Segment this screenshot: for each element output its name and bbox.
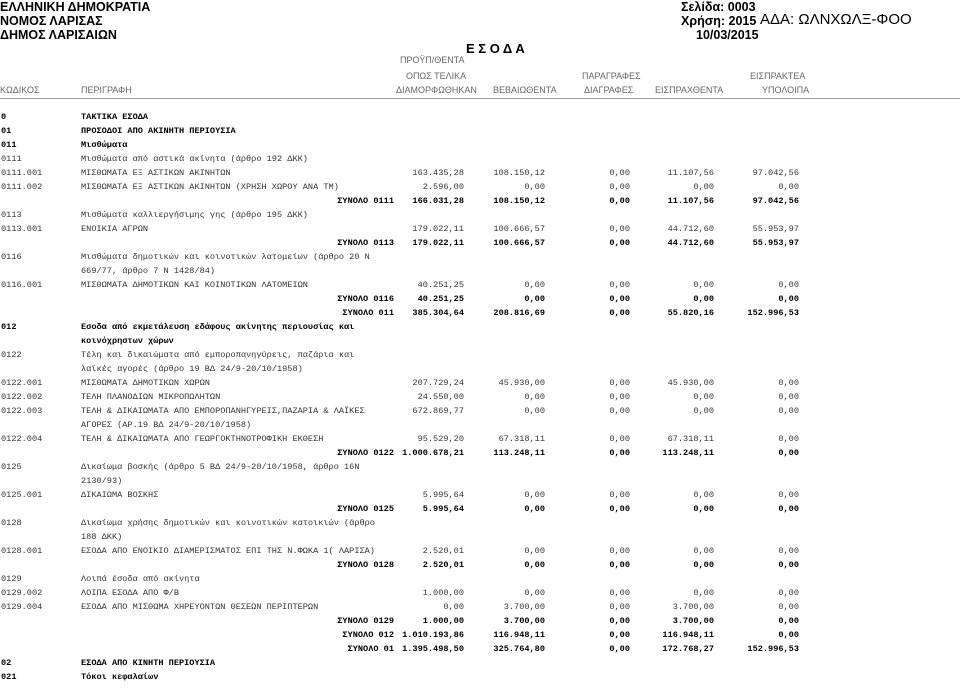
certified-value: 325.764,80 [493, 644, 545, 654]
amended-value: 24.550,00 [417, 392, 464, 402]
deletions-value: 0,00 [609, 602, 630, 612]
col-certified: ΒΕΒΑΙΩΘΕΝΤΑ [493, 85, 557, 95]
collected-value: 0,00 [693, 504, 714, 514]
subtotal-row [0, 503, 960, 516]
col-top-paragraphs: ΠΑΡΑΓΡΑΦΕΣ [582, 71, 641, 81]
table-row [0, 335, 960, 348]
collected-value: 44.712,60 [667, 238, 714, 248]
account-code: 011 [1, 140, 17, 150]
table-row [0, 489, 960, 502]
account-description: Μισθώματα από αστικά ακίνητα (άρθρο 192 ΔΚΚ) [81, 154, 308, 164]
deletions-value: 0,00 [609, 378, 630, 388]
deletions-value: 0,00 [609, 196, 630, 206]
table-row [0, 181, 960, 194]
table-row [0, 167, 960, 180]
balance-value: 0,00 [778, 406, 799, 416]
amended-value: 179.022,11 [412, 238, 464, 248]
account-description: ΕΣΟΔΑ ΑΠΟ ΜΙΣΘΩΜΑ ΧΗΡΕΥΟΝΤΩΝ ΘΕΣΕΩΝ ΠΕΡΙΠΤΕΡΩΝ [81, 602, 319, 612]
amended-value: 1.000.678,21 [402, 448, 464, 458]
account-code: 0113 [1, 210, 22, 220]
balance-value: 0,00 [778, 560, 799, 570]
balance-value: 55.953,97 [752, 224, 799, 234]
certified-value: 108.150,12 [493, 168, 545, 178]
subtotal-row [0, 195, 960, 208]
amended-value: 40.251,25 [417, 294, 464, 304]
account-description: ΜΙΣΘΩΜΑΤΑ ΔΗΜΟΤΙΚΩΝ ΧΩΡΩΝ [81, 378, 210, 388]
table-row [0, 433, 960, 446]
certified-value: 0,00 [524, 182, 545, 192]
col-deletions: ΔΙΑΓΡΑΦΕΣ [584, 85, 634, 95]
header-republic: ΕΛΛΗΝΙΚΗ ΔΗΜΟΚΡΑΤΙΑ [0, 0, 151, 14]
deletions-value: 0,00 [609, 546, 630, 556]
balance-value: 55.953,97 [752, 238, 799, 248]
balance-value: 0,00 [778, 630, 799, 640]
subtotal-row [0, 293, 960, 306]
collected-value: 3.700,00 [672, 602, 714, 612]
table-row [0, 125, 960, 138]
table-row [0, 321, 960, 334]
deletions-value: 0,00 [609, 490, 630, 500]
header-municipality: ΔΗΜΟΣ ΛΑΡΙΣΑΙΩΝ [0, 28, 117, 42]
account-description: Εσοδα από εκμετάλευση εδάφους ακίνητης περιουσίας και [81, 322, 355, 332]
account-description: ΕΣΟΔΑ ΑΠΟ ΕΝΟΙΚΙΟ ΔΙΑΜΕΡΙΣΜΑΤΟΣ ΕΠΙ ΤΗΣ Ν.ΦΩΚΑ 1( ΛΑΡΙΣΑ) [81, 546, 375, 556]
table-row [0, 251, 960, 264]
subtotal-row [0, 559, 960, 572]
collected-value: 0,00 [693, 546, 714, 556]
account-code: 0111.001 [1, 168, 43, 178]
subtotal-label: ΣΥΝΟΛΟ 0111 [337, 196, 394, 206]
subtotal-row [0, 447, 960, 460]
table-row [0, 419, 960, 432]
account-code: 0122 [1, 350, 22, 360]
collected-value: 44.712,60 [667, 224, 714, 234]
balance-value: 0,00 [778, 280, 799, 290]
collected-value: 45.930,00 [667, 378, 714, 388]
subtotal-label: ΣΥΝΟΛΟ 012 [342, 630, 394, 640]
account-description: ΔΙΚΑΙΩΜΑ ΒΟΣΚΗΣ [81, 490, 159, 500]
deletions-value: 0,00 [609, 224, 630, 234]
account-code: 0128.001 [1, 546, 43, 556]
collected-value: 0,00 [693, 182, 714, 192]
account-description: 669/77, άρθρο 7 Ν 1428/84) [81, 266, 216, 276]
account-code: 012 [1, 322, 17, 332]
balance-value: 0,00 [778, 490, 799, 500]
certified-value: 0,00 [524, 392, 545, 402]
amended-value: 1.010.193,86 [402, 630, 464, 640]
subtotal-row [0, 643, 960, 656]
col-description: ΠΕΡΙΓΡΑΦΗ [81, 85, 132, 95]
account-code: 0128 [1, 518, 22, 528]
table-row [0, 223, 960, 236]
deletions-value: 0,00 [609, 616, 630, 626]
deletions-value: 0,00 [609, 294, 630, 304]
fiscal-year: Χρήση: 2015 [681, 14, 757, 28]
amended-value: 2.520,01 [422, 546, 464, 556]
account-code: 01 [1, 126, 12, 136]
account-description: Δικαίωμα βοσκής (άρθρο 5 ΒΔ 24/9-20/10/1958, άρθρο 16Ν [81, 462, 360, 472]
table-row [0, 573, 960, 586]
deletions-value: 0,00 [609, 168, 630, 178]
header-prefecture: ΝΟΜΟΣ ΛΑΡΙΣΑΣ [0, 14, 103, 28]
account-description: ΤΑΚΤΙΚΑ ΕΣΟΔΑ [81, 112, 149, 122]
certified-value: 0,00 [524, 588, 545, 598]
certified-value: 0,00 [524, 280, 545, 290]
balance-value: 0,00 [778, 546, 799, 556]
table-row [0, 531, 960, 544]
deletions-value: 0,00 [609, 504, 630, 514]
certified-value: 208.816,69 [493, 308, 545, 318]
account-code: 0122.002 [1, 392, 43, 402]
amended-value: 5.995,64 [422, 490, 464, 500]
account-description: 2130/93) [81, 476, 123, 486]
subtotal-row [0, 615, 960, 628]
account-description: ΜΙΣΘΩΜΑΤΑ ΕΞ ΑΣΤΙΚΩΝ ΑΚΙΝΗΤΩΝ [81, 168, 231, 178]
account-description: ΕΣΟΔΑ ΑΠΟ ΚΙΝΗΤΗ ΠΕΡΙΟΥΣΙΑ [81, 658, 216, 668]
col-amended: ΔΙΑΜΟΡΦΩΘΗΚΑΝ [396, 85, 477, 95]
account-code: 0122.001 [1, 378, 43, 388]
amended-value: 1.000,00 [422, 616, 464, 626]
table-row [0, 377, 960, 390]
header-divider [0, 98, 960, 99]
col-top-budgeted: ΠΡΟΫΠ/ΘΕΝΤΑ [400, 55, 465, 65]
certified-value: 100.666,57 [493, 238, 545, 248]
collected-value: 67.318,11 [667, 434, 714, 444]
account-description: ΤΕΛΗ & ΔΙΚΑΙΩΜΑΤΑ ΑΠΟ ΓΕΩΡΓΟΚΤΗΝΟΤΡΟΦΙΚΗ ΕΚΘΕΣΗ [81, 434, 324, 444]
account-code: 0116 [1, 252, 22, 262]
deletions-value: 0,00 [609, 406, 630, 416]
certified-value: 0,00 [524, 406, 545, 416]
amended-value: 163.435,28 [412, 168, 464, 178]
certified-value: 0,00 [524, 294, 545, 304]
certified-value: 67.318,11 [498, 434, 545, 444]
balance-value: 152.996,53 [747, 308, 799, 318]
account-description: ΕΝΟΙΚΙΑ ΑΓΡΩΝ [81, 224, 149, 234]
account-code: 02 [1, 658, 12, 668]
account-code: 021 [1, 672, 17, 682]
table-row [0, 111, 960, 124]
amended-value: 2.596,00 [422, 182, 464, 192]
account-code: 0129.004 [1, 602, 43, 612]
account-code: 0116.001 [1, 280, 43, 290]
table-row [0, 461, 960, 474]
account-description: κοινόχρηστων χώρων [81, 336, 174, 346]
subtotal-row [0, 237, 960, 250]
account-description: ΑΓΟΡΕΣ (ΑΡ.19 ΒΔ 24/9-20/10/1958) [81, 420, 252, 430]
account-description: Μισθώματα καλλιεργήσιμης γης (άρθρο 195 ΔΚΚ) [81, 210, 308, 220]
account-code: 0129 [1, 574, 22, 584]
table-row [0, 475, 960, 488]
table-row [0, 279, 960, 292]
deletions-value: 0,00 [609, 238, 630, 248]
account-description: ΛΟΙΠΑ ΕΣΟΔΑ ΑΠΟ Φ/Β [81, 588, 179, 598]
balance-value: 97.042,56 [752, 196, 799, 206]
table-row [0, 209, 960, 222]
amended-value: 179.022,11 [412, 224, 464, 234]
balance-value: 152.996,53 [747, 644, 799, 654]
account-code: 0113.001 [1, 224, 43, 234]
collected-value: 0,00 [693, 560, 714, 570]
balance-value: 97.042,56 [752, 168, 799, 178]
amended-value: 5.995,64 [422, 504, 464, 514]
deletions-value: 0,00 [609, 448, 630, 458]
table-row [0, 587, 960, 600]
table-row [0, 601, 960, 614]
account-code: 0 [1, 112, 7, 122]
account-description: Τόκοι κεφαλαίων [81, 672, 159, 682]
collected-value: 0,00 [693, 280, 714, 290]
account-description: Τέλη και δικαιώματα από εμποροπανηγύρεις, παζάρια και [81, 350, 355, 360]
certified-value: 3.700,00 [503, 616, 545, 626]
balance-value: 0,00 [778, 588, 799, 598]
account-code: 0122.003 [1, 406, 43, 416]
collected-value: 0,00 [693, 294, 714, 304]
certified-value: 113.248,11 [493, 448, 545, 458]
subtotal-label: ΣΥΝΟΛΟ 01 [347, 644, 394, 654]
account-description: ΜΙΣΘΩΜΑΤΑ ΕΞ ΑΣΤΙΚΩΝ ΑΚΙΝΗΤΩΝ (ΧΡΗΣΗ ΧΩΡΟΥ ΑΝΑ ΤΜ) [81, 182, 339, 192]
table-row [0, 545, 960, 558]
table-row [0, 349, 960, 362]
certified-value: 100.666,57 [493, 224, 545, 234]
col-top-receivable: ΕΙΣΠΡΑΚΤΕΑ [750, 71, 806, 81]
amended-value: 1.395.498,50 [402, 644, 464, 654]
amended-value: 672.869,77 [412, 406, 464, 416]
account-code: 0125 [1, 462, 22, 472]
certified-value: 108.150,12 [493, 196, 545, 206]
table-row [0, 657, 960, 670]
table-row [0, 363, 960, 376]
balance-value: 0,00 [778, 616, 799, 626]
subtotal-label: ΣΥΝΟΛΟ 0129 [337, 616, 394, 626]
col-collected: ΕΙΣΠΡΑΧΘΕΝΤΑ [655, 85, 724, 95]
account-description: ΠΡΟΣΟΔΟΙ ΑΠΟ ΑΚΙΝΗΤΗ ΠΕΡΙΟΥΣΙΑ [81, 126, 236, 136]
collected-value: 55.820,16 [667, 308, 714, 318]
table-row [0, 517, 960, 530]
subtotal-label: ΣΥΝΟΛΟ 0125 [337, 504, 394, 514]
col-balance: ΥΠΟΛΟΙΠΑ [762, 85, 810, 95]
account-code: 0111.002 [1, 182, 43, 192]
amended-value: 2.520,01 [422, 560, 464, 570]
certified-value: 0,00 [524, 490, 545, 500]
deletions-value: 0,00 [609, 560, 630, 570]
collected-value: 0,00 [693, 490, 714, 500]
balance-value: 0,00 [778, 392, 799, 402]
balance-value: 0,00 [778, 434, 799, 444]
subtotal-label: ΣΥΝΟΛΟ 0113 [337, 238, 394, 248]
account-code: 0111 [1, 154, 22, 164]
table-row [0, 139, 960, 152]
deletions-value: 0,00 [609, 588, 630, 598]
balance-value: 0,00 [778, 602, 799, 612]
deletions-value: 0,00 [609, 280, 630, 290]
report-date: 10/03/2015 [696, 28, 759, 42]
table-row [0, 671, 960, 684]
balance-value: 0,00 [778, 378, 799, 388]
table-row [0, 391, 960, 404]
subtotal-row [0, 629, 960, 642]
amended-value: 0,00 [443, 602, 464, 612]
account-description: Λοιπά έσοδα από ακίνητα [81, 574, 200, 584]
account-description: ΤΕΛΗ ΠΛΑΝΟΔΙΩΝ ΜΙΚΡΟΠΩΛΗΤΩΝ [81, 392, 221, 402]
account-description: λαϊκές αγορές (άρθρο 19 ΒΔ 24/9-20/10/1958) [81, 364, 303, 374]
collected-value: 116.948,11 [662, 630, 714, 640]
subtotal-row [0, 307, 960, 320]
account-description: Μισθώματα δημοτικών και κοινοτικών λατομείων (άρθρο 20 Ν [81, 252, 370, 262]
amended-value: 95.529,20 [417, 434, 464, 444]
table-row [0, 265, 960, 278]
col-top-final: ΟΠΩΣ ΤΕΛΙΚΑ [406, 71, 467, 81]
ada-code: ΑΔΑ: ΩΛΝΧΩΛΞ-ΦΟΟ [760, 11, 912, 28]
certified-value: 0,00 [524, 546, 545, 556]
subtotal-label: ΣΥΝΟΛΟ 0128 [337, 560, 394, 570]
account-description: Δικαίωμα χρήσης δημοτικών και κοινοτικών κατοικιών (άρθρο [81, 518, 375, 528]
collected-value: 11.107,56 [667, 168, 714, 178]
amended-value: 207.729,24 [412, 378, 464, 388]
subtotal-label: ΣΥΝΟΛΟ 011 [342, 308, 394, 318]
page-number: Σελίδα: 0003 [681, 0, 756, 14]
collected-value: 0,00 [693, 392, 714, 402]
deletions-value: 0,00 [609, 644, 630, 654]
deletions-value: 0,00 [609, 182, 630, 192]
table-row [0, 153, 960, 166]
amended-value: 40.251,25 [417, 280, 464, 290]
deletions-value: 0,00 [609, 434, 630, 444]
collected-value: 0,00 [693, 406, 714, 416]
balance-value: 0,00 [778, 504, 799, 514]
account-description: Μισθώματα [81, 140, 128, 150]
balance-value: 0,00 [778, 182, 799, 192]
account-code: 0125.001 [1, 490, 43, 500]
amended-value: 1.000,00 [422, 588, 464, 598]
collected-value: 11.107,56 [667, 196, 714, 206]
deletions-value: 0,00 [609, 630, 630, 640]
account-description: ΜΙΣΘΩΜΑΤΑ ΔΗΜΟΤΙΚΩΝ ΚΑΙ ΚΟΙΝΟΤΙΚΩΝ ΛΑΤΟΜΕΙΩΝ [81, 280, 308, 290]
balance-value: 0,00 [778, 294, 799, 304]
deletions-value: 0,00 [609, 308, 630, 318]
certified-value: 3.700,00 [503, 602, 545, 612]
certified-value: 0,00 [524, 504, 545, 514]
certified-value: 116.948,11 [493, 630, 545, 640]
amended-value: 166.031,28 [412, 196, 464, 206]
account-code: 0122.004 [1, 434, 43, 444]
account-description: 188 ΔΚΚ) [81, 532, 123, 542]
certified-value: 45.930,00 [498, 378, 545, 388]
deletions-value: 0,00 [609, 392, 630, 402]
certified-value: 0,00 [524, 560, 545, 570]
balance-value: 0,00 [778, 448, 799, 458]
collected-value: 0,00 [693, 588, 714, 598]
account-code: 0129.002 [1, 588, 43, 598]
collected-value: 172.768,27 [662, 644, 714, 654]
table-row [0, 405, 960, 418]
amended-value: 385.304,64 [412, 308, 464, 318]
collected-value: 113.248,11 [662, 448, 714, 458]
account-description: ΤΕΛΗ & ΔΙΚΑΙΩΜΑΤΑ ΑΠΟ ΕΜΠΟΡΟΠΑΝΗΓΥΡΕΙΣ,ΠΑΖΑΡΙΑ & ΛΑΪΚΕΣ [81, 406, 365, 416]
report-title: Ε Σ Ο Δ Α [466, 41, 525, 56]
col-code: ΚΩΔΙΚΟΣ [0, 85, 40, 95]
subtotal-label: ΣΥΝΟΛΟ 0122 [337, 448, 394, 458]
collected-value: 3.700,00 [672, 616, 714, 626]
subtotal-label: ΣΥΝΟΛΟ 0116 [337, 294, 394, 304]
